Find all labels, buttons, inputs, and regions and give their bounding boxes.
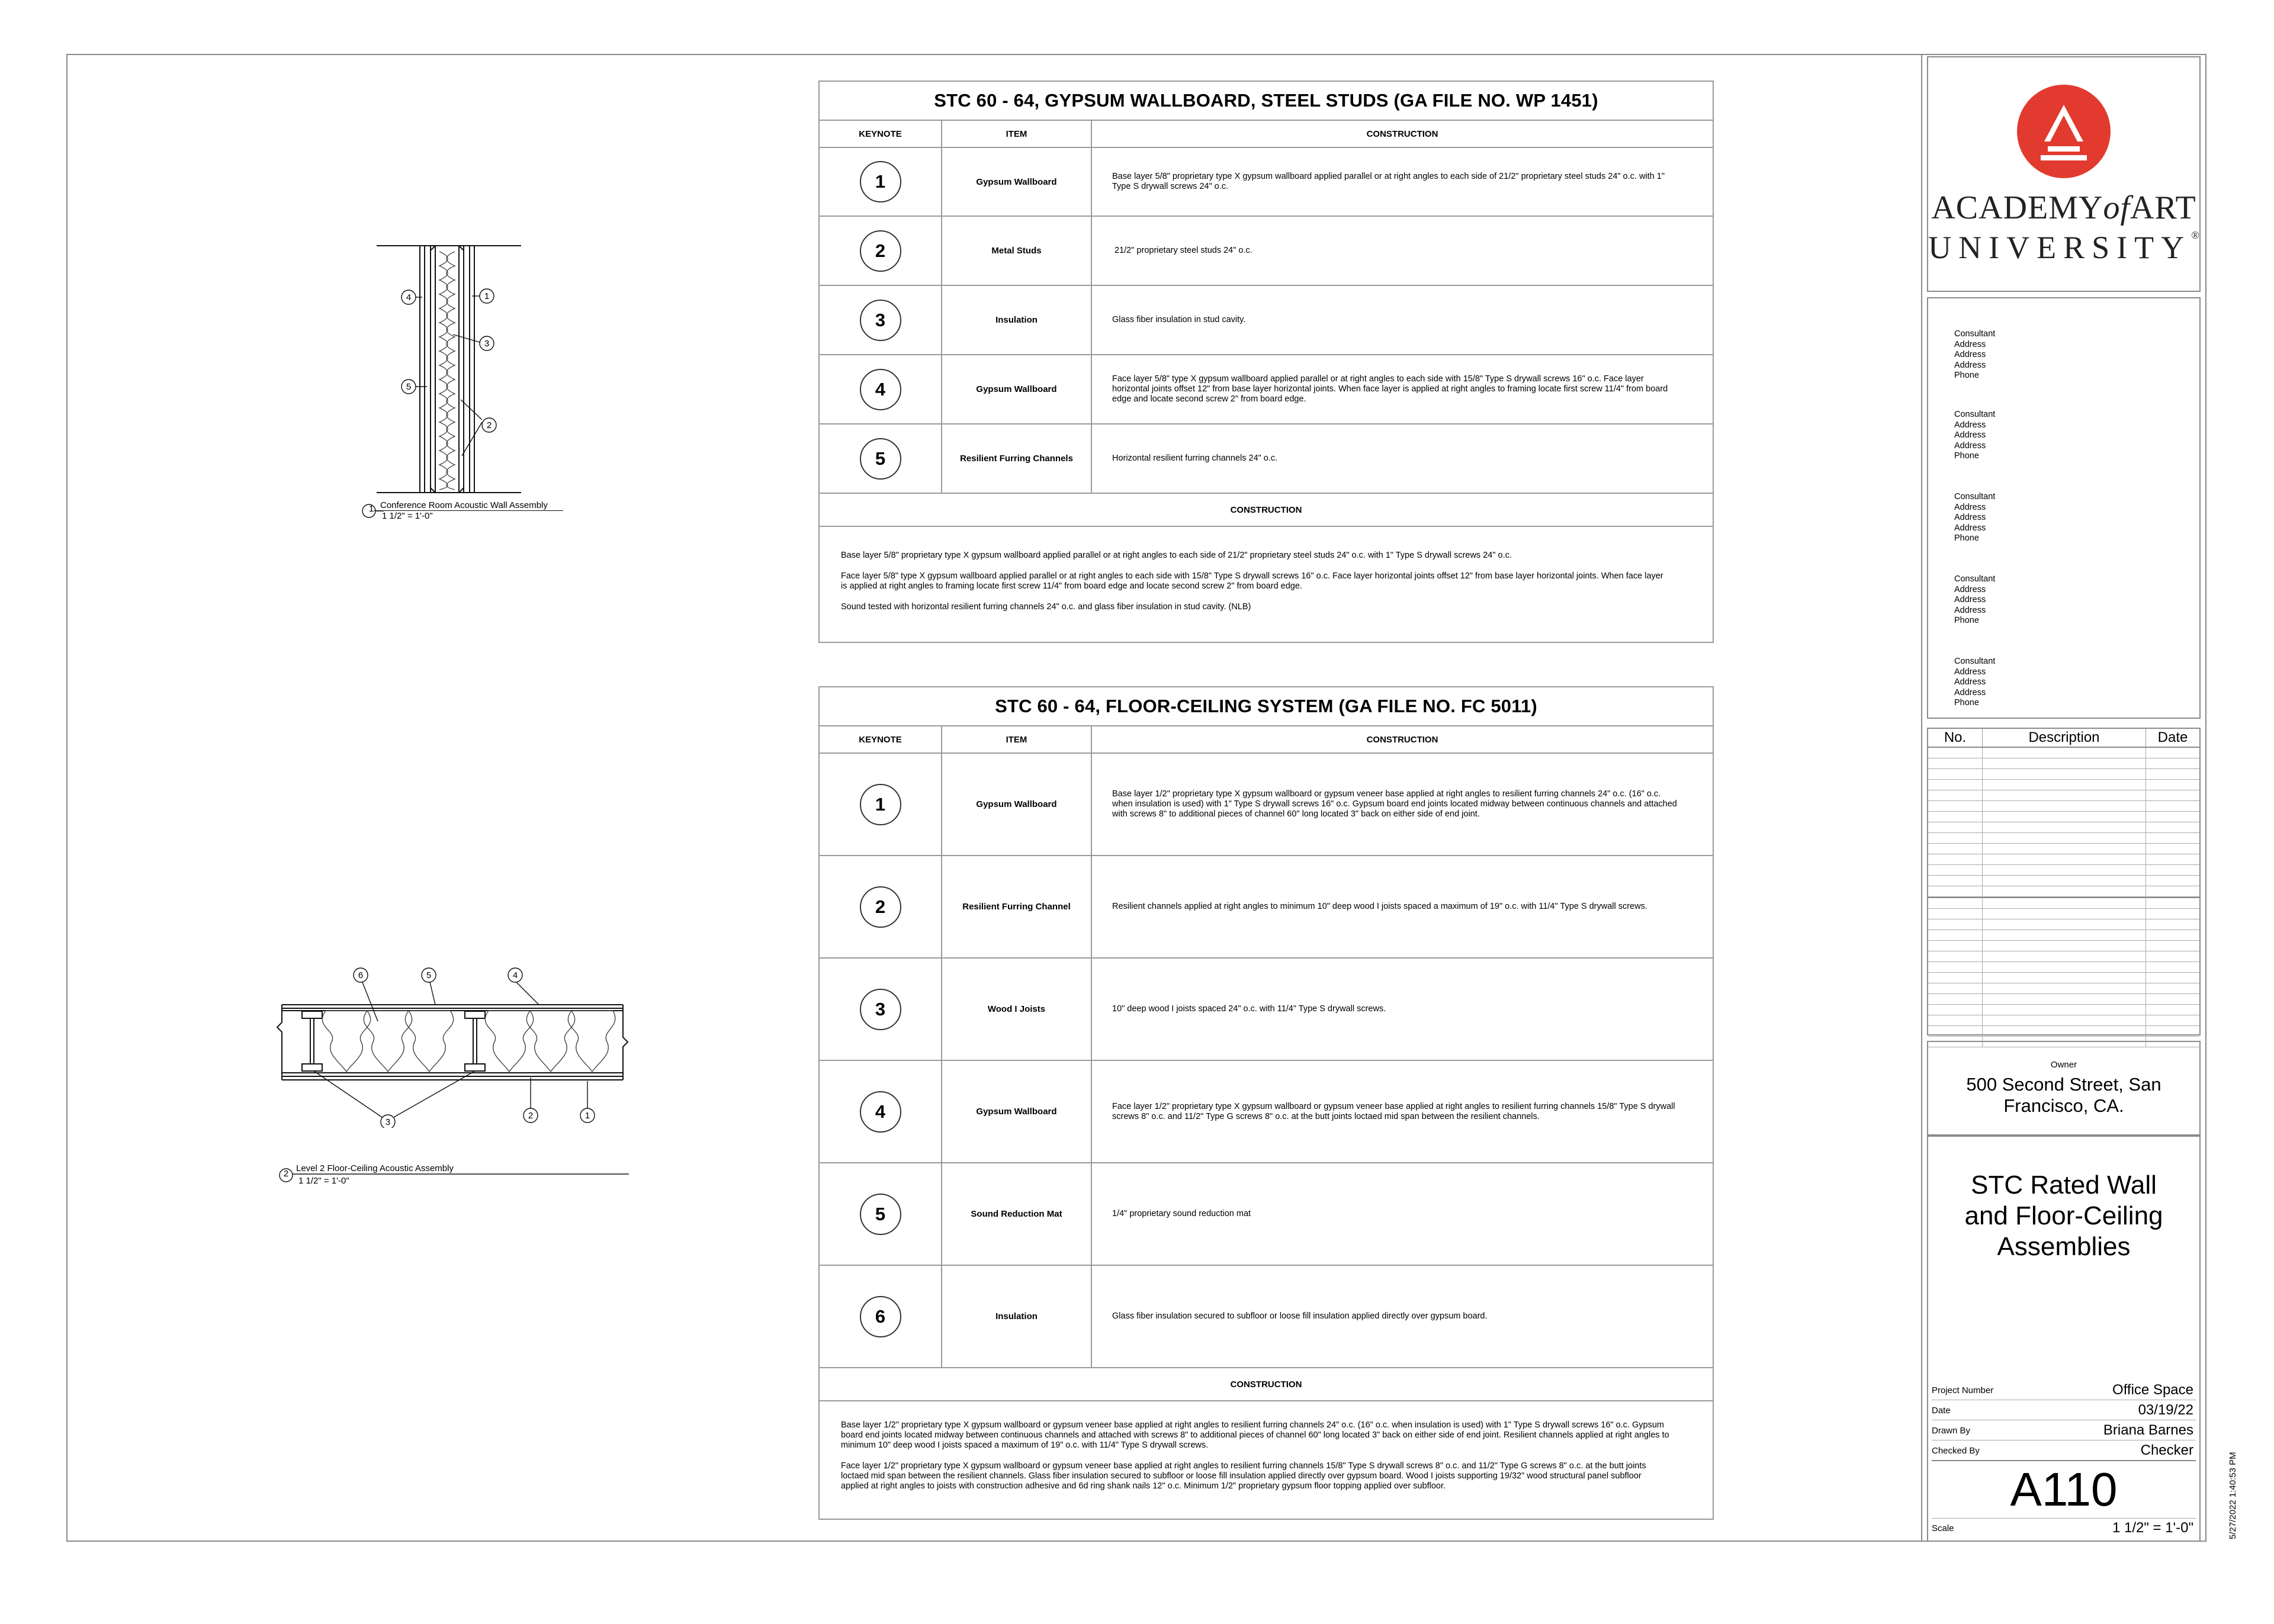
construction-cell: Face layer 5/8" type X gypsum wallboard applied parallel or at right angles to each side with 15/8" Type S drywall screws 16" o.c. Face layer horizontal joints offset 12" from base layer horizontal joints. When face layer is applied at right angles to framing locate first screw 11/4" from board edge and locate second screw 2" from board edge. [1112,374,1668,404]
item-cell: Gypsum Wallboard [942,355,1092,423]
revision-row [1928,822,2199,833]
callout-3: 3 [484,339,490,349]
owner-address: 500 Second Street, San Francisco, CA. [1966,1074,2161,1116]
keynote-circle: 4 [860,1091,901,1133]
header-construction: CONSTRUCTION [1366,734,1438,745]
revisions-description-header: Description [1983,729,2146,747]
header-construction: CONSTRUCTION [1366,128,1438,139]
revisions-header [1928,729,2199,748]
revision-row [1928,790,2199,801]
construction-heading: CONSTRUCTION [820,1368,1713,1401]
construction-cell: Base layer 1/2" proprietary type X gypsum wallboard or gypsum veneer base applied at right angles to resilient furring channels 24" o.c. (16" o.c. when insulation is used) with 1" Type S drywall screws 16" o.c. Gypsum board end joints located midway between continuous channels and attached with screws 8" to additional pieces of channel 60" long located 3" back on either side of end joint. [1112,789,1677,819]
date-row: Date 03/19/22 [1932,1401,2196,1420]
detail-2-title: Level 2 Floor-Ceiling Acoustic Assembly [296,1163,454,1173]
title-block-divider [1921,54,1922,1542]
table-header [820,726,1713,754]
logo-wordmark-line1: ACADEMYofART [1931,189,2196,226]
construction-heading: CONSTRUCTION [820,494,1713,527]
revision-row [1928,833,2199,844]
header-item: ITEM [942,121,1092,147]
item-cell: Sound Reduction Mat [942,1163,1092,1265]
table-row [820,217,1713,286]
table-row [820,856,1713,959]
revision-row [1928,962,2199,973]
table-row [820,425,1713,494]
revision-row [1928,1005,2199,1015]
item-cell: Metal Studs [942,217,1092,285]
consultant-block: Consultant Address Address Address Phone [1954,492,1996,543]
item-cell: Gypsum Wallboard [942,754,1092,855]
keynote-circle: 5 [860,1194,901,1235]
construction-cell: Horizontal resilient furring channels 24" o.c. [1112,454,1278,463]
header-item: ITEM [942,726,1092,752]
revision-row [1928,780,2199,790]
consultant-block: Consultant Address Address Address Phone [1954,410,1996,461]
keynote-circle: 6 [860,1296,901,1337]
revision-row [1928,854,2199,865]
owner-panel [1927,1041,2201,1136]
construction-notes [820,1401,1713,1520]
revisions-date-header: Date [2157,729,2188,745]
construction-note: Base layer 1/2" proprietary type X gypsum wallboard or gypsum veneer base applied at right angles to resilient furring channels 24" o.c. (16" o.c. when insulation is used) with 1" Type S drywall screws 16" o.c. Gypsum board end joints located midway between continuous channels and attached with screws 8" to additional pieces of channel 60" long located 3" back on either side of end joint. Resilient channels applied at right angles to minimum 10" deep wood I joists spaced a maximum of 19" o.c. with 11/4" Type S drywall screws. [841,1420,1669,1450]
keynote-circle: 1 [860,161,901,202]
detail-2-scale: 1 1/2" = 1'-0" [298,1176,349,1186]
construction-cell: Glass fiber insulation in stud cavity. [1112,315,1246,324]
revision-row [1928,941,2199,951]
revision-row [1928,1015,2199,1026]
callout-5: 5 [426,970,432,980]
checked-by-row: Checked By Checker [1932,1441,2196,1461]
revision-row [1928,930,2199,941]
item-cell: Insulation [942,1266,1092,1367]
construction-cell: Glass fiber insulation secured to subfloor or loose fill insulation applied directly over gypsum board. [1112,1311,1488,1321]
revision-row [1928,897,2199,909]
revision-row [1928,909,2199,919]
construction-cell: 1/4" proprietary sound reduction mat [1112,1209,1251,1218]
revision-row [1928,994,2199,1005]
revision-row [1928,865,2199,876]
floor-ceiling-assembly-drawing [272,956,634,1128]
construction-note: Sound tested with horizontal resilient furring channels 24" o.c. and glass fiber insulation in stud cavity. (NLB) [841,602,1251,612]
revision-row [1928,1026,2199,1037]
table-header [820,121,1713,148]
table-row [820,355,1713,425]
detail-1-title: Conference Room Acoustic Wall Assembly [380,500,548,510]
construction-note: Base layer 5/8" proprietary type X gypsum wallboard applied parallel or at right angles to each side of 21/2" proprietary steel studs 24" o.c. with 1" Type S drywall screws 24" o.c. [841,551,1512,560]
item-cell: Resilient Furring Channels [942,425,1092,493]
owner-label: Owner [2050,1060,2077,1070]
consultant-block: Consultant Address Address Address Phone [1954,329,1996,380]
consultant-block: Consultant Address Address Address Phone [1954,657,1996,708]
item-cell: Wood I Joists [942,959,1092,1060]
keynote-circle: 1 [860,784,901,825]
callout-3: 3 [385,1117,391,1127]
detail-1-scale: 1 1/2" = 1'-0" [382,511,433,521]
revisions-grid [1928,748,2199,1047]
table-row [820,1061,1713,1163]
construction-cell: 21/2" proprietary steel studs 24" o.c. [1112,246,1252,255]
detail-1-number: 1 [368,504,374,514]
keynote-circle: 3 [860,989,901,1030]
keynote-circle: 3 [860,300,901,341]
item-cell: Resilient Furring Channel [942,856,1092,957]
table-row [820,959,1713,1061]
revision-row [1928,769,2199,780]
table-row [820,1163,1713,1266]
revisions-panel [1927,728,2201,1035]
table-row [820,148,1713,217]
keynote-circle: 2 [860,230,901,272]
table-row [820,286,1713,355]
print-timestamp: 5/27/2022 1:40:53 PM [2228,1452,2238,1539]
detail-2-number: 2 [283,1169,289,1179]
keynote-circle: 2 [860,886,901,928]
construction-note: Face layer 5/8" type X gypsum wallboard applied parallel or at right angles to each side with 15/8" Type S drywall screws 16" o.c. Face layer horizontal joints offset 12" from base layer horizontal joints. When face layer is applied at right angles to framing locate first screw 11/4" from board edge and locate second screw 2" from board edge. [841,571,1663,591]
callout-2: 2 [486,420,492,430]
item-cell: Gypsum Wallboard [942,1061,1092,1162]
revision-row [1928,801,2199,812]
table-title: STC 60 - 64, GYPSUM WALLBOARD, STEEL STUDS (GA FILE NO. WP 1451) [820,82,1713,121]
construction-cell: Face layer 1/2" proprietary type X gypsum wallboard or gypsum veneer base applied at right angles to resilient furring channels 15/8" Type S drywall screws 8" o.c. and 11/2" Type G screws 8" o.c. at the butt joints loctaed mid span between the resilient channels. [1112,1101,1675,1121]
keynote-circle: 4 [860,369,901,410]
consultants-panel [1927,297,2201,719]
scale-row: Scale 1 1/2" = 1'-0" [1932,1518,2196,1538]
header-keynote: KEYNOTE [820,121,942,147]
logo-panel [1927,56,2201,292]
callout-4: 4 [512,970,518,980]
consultant-block: Consultant Address Address Address Phone [1954,574,1996,625]
sheet-name: STC Rated Wall and Floor-Ceiling Assemblies [1964,1170,2163,1261]
revision-row [1928,758,2199,769]
item-cell: Insulation [942,286,1092,354]
drawn-by-row: Drawn By Briana Barnes [1932,1421,2196,1440]
sheet-info-panel [1927,1136,2201,1542]
wall-assembly-table [818,81,1714,643]
revision-row [1928,983,2199,994]
header-keynote: KEYNOTE [820,726,942,752]
revision-row [1928,748,2199,758]
construction-cell: 10" deep wood I joists spaced 24" o.c. with 11/4" Type S drywall screws. [1112,1004,1386,1014]
callout-6: 6 [358,970,364,980]
construction-note: Face layer 1/2" proprietary type X gypsum wallboard or gypsum veneer base applied at right angles to resilient furring channels 15/8" Type S drywall screws 8" o.c. and 11/2" Type G screws 8" o.c. at the butt joints loctaed mid span between the resilient channels. Glass fiber insulation secured to subfloor or loose fill insulation applied directly over gypsum board. Wood I joists supporting 19/32" wood structural panel subfloor applied at right angles to joists with construction adhesive and 6d ring shank nails 12" o.c. Minimum 1/2" proprietary gypsum floor topping applied over subfloor. [841,1461,1646,1491]
revision-row [1928,951,2199,962]
keynote-circle: 5 [860,438,901,480]
logo-wordmark-line2: UNIVERSITY® [1928,229,2199,265]
academy-logo-icon [2017,85,2111,178]
wall-assembly-drawing [355,234,580,536]
revisions-no-header: No. [1928,729,1983,747]
callout-1: 1 [584,1111,590,1121]
table-row [820,754,1713,856]
floor-ceiling-table [818,686,1714,1520]
revision-row [1928,844,2199,854]
callout-1: 1 [484,291,490,301]
revision-row [1928,919,2199,930]
construction-notes [820,527,1713,641]
project-number-row: Project Number Office Space [1932,1381,2196,1400]
construction-cell: Resilient channels applied at right angles to minimum 10" deep wood I joists spaced a maximum of 19" o.c. with 11/4" Type S drywall screws. [1112,902,1647,911]
callout-2: 2 [528,1111,534,1121]
revision-row [1928,812,2199,822]
revision-row [1928,886,2199,897]
revision-row [1928,876,2199,886]
construction-cell: Base layer 5/8" proprietary type X gypsum wallboard applied parallel or at right angles to each side of 21/2" proprietary steel studs 24" o.c. with 1" Type S drywall screws 24" o.c. [1112,172,1665,191]
table-row [820,1266,1713,1368]
callout-4: 4 [406,292,412,303]
table-title: STC 60 - 64, FLOOR-CEILING SYSTEM (GA FILE NO. FC 5011) [820,687,1713,726]
callout-5: 5 [406,382,412,392]
item-cell: Gypsum Wallboard [942,148,1092,216]
revision-row [1928,973,2199,983]
sheet-number: A110 [2010,1463,2118,1516]
